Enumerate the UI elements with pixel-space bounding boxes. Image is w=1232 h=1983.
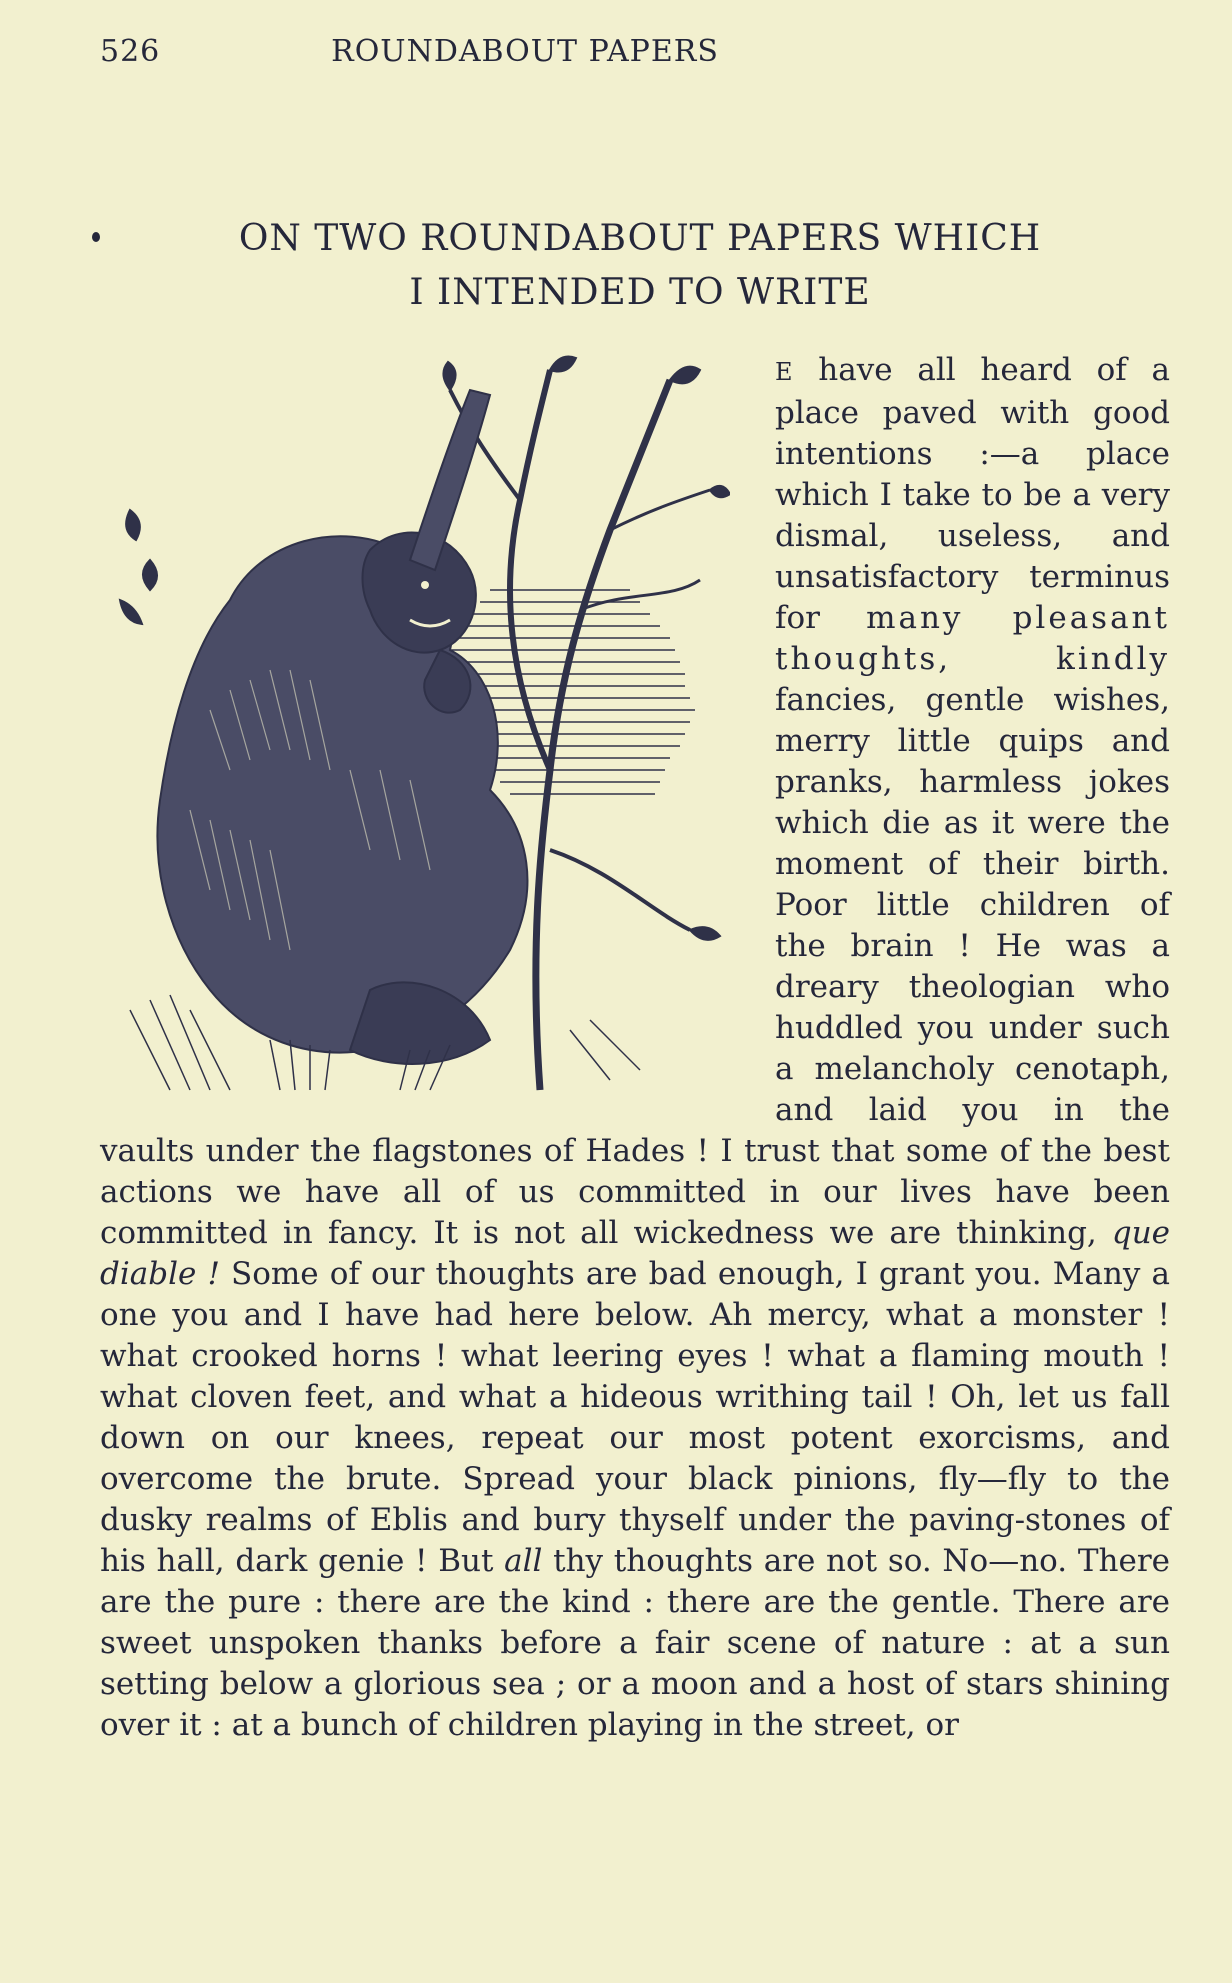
body-segment-3: Some of our thoughts are bad enough, I grant you. Many a one you and I have had here below. Ah mercy, what a monster ! what crooked horns ! what leering eyes ! what a flaming mouth ! what cloven feet, and what a hideous writhing tail ! Oh, let us fall down on our knees, repeat our most potent exorcisms, and overcome the brute. Spread your black pinions, fly—fly to the dusky realms of Eblis and bury thyself under the paving-stones of his hall, dark genie ! But <box>100 1256 1170 1579</box>
margin-dot <box>92 232 100 242</box>
italic-phrase-que-diable: que diable ! <box>100 1215 1170 1292</box>
running-title: ROUNDABOUT PAPERS <box>331 34 719 69</box>
illustration-wrap-space <box>100 350 775 1120</box>
running-head <box>100 34 1170 74</box>
body-spaced-segment: many pleasant thoughts, kindly <box>775 600 1170 677</box>
body-segment-1: have all heard of a place paved with good intentions :—a place which I take to be a very dismal, useless, and unsatisfactory terminus for <box>775 352 1170 636</box>
page-number: 526 <box>100 34 161 69</box>
chapter-title <box>150 212 1130 320</box>
dropcap-letter: E <box>775 358 794 386</box>
chapter-title-line-1: ON TWO ROUNDABOUT PAPERS WHICH <box>238 218 1042 259</box>
chapter-title-line-2: I INTENDED TO WRITE <box>409 272 871 313</box>
italic-word-all: all <box>504 1543 543 1579</box>
body-segment-4: thy thoughts are not so. No—no. There are the pure : there are the kind : there are the gentle. There are sweet unspoken thanks before a fair scene of nature : at a sun setting below a glorious sea ; or a moon and a host of stars shining over it : at a bunch of children playing in the street, or <box>100 1543 1170 1743</box>
body-segment-2: fancies, gentle wishes, merry little quips and pranks, harmless jokes which die as it were the moment of their birth. Poor little children of the brain ! He was a dreary theologian who huddled you under such a melancholy cenotaph, and laid you in the vaults under the flagstones of Hades ! I trust that some of the best actions we have all of us committed in our lives have been committed in fancy. It is not all wickedness we are thinking, <box>100 682 1170 1251</box>
body-text <box>100 350 1170 1746</box>
